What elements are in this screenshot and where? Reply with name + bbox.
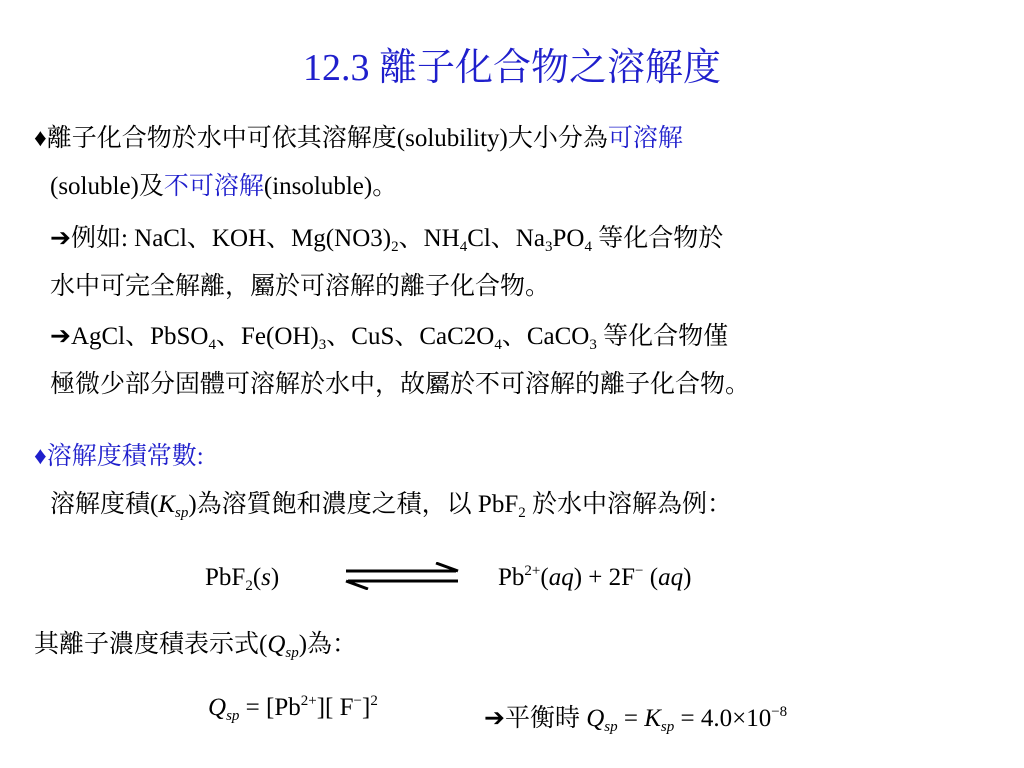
arrow-icon: ➔	[50, 225, 71, 252]
state: aq	[658, 564, 684, 591]
text: ]	[361, 694, 371, 721]
state: aq	[548, 564, 574, 591]
text: (	[540, 564, 549, 591]
superscript: −	[635, 563, 644, 579]
text: 平衡時	[504, 705, 587, 732]
subscript: 3	[544, 239, 553, 255]
text: (	[252, 564, 262, 591]
subscript: 4	[494, 337, 502, 353]
text: )	[683, 564, 692, 591]
qsp-symbol: Q	[208, 694, 227, 721]
subscript: sp	[604, 719, 618, 735]
superscript: −8	[771, 704, 788, 720]
qsp-intro	[34, 630, 357, 660]
ksp-heading	[34, 442, 204, 472]
paragraph-3-line-1	[50, 322, 728, 352]
text: (	[643, 564, 659, 591]
text: = [Pb	[239, 694, 301, 721]
subscript: 2	[245, 578, 253, 594]
text: 其離子濃度積表示式(	[34, 631, 268, 658]
ksp-symbol: K	[158, 491, 176, 518]
text: 、Fe(OH)	[216, 323, 319, 350]
subscript: 2	[518, 505, 526, 521]
subscript: 4	[584, 239, 592, 255]
equilibrium-arrow-icon	[344, 562, 460, 590]
paragraph-1-line-1	[34, 124, 683, 154]
text: PbF	[205, 564, 246, 591]
text: ][ F	[316, 694, 354, 721]
text: Cl、Na	[467, 225, 545, 252]
text: = 4.0×10	[674, 705, 772, 732]
ksp-symbol: K	[644, 705, 661, 732]
text: =	[617, 705, 645, 732]
subscript: sp	[226, 708, 240, 724]
text: AgCl、PbSO	[70, 323, 209, 350]
text: 等化合物於	[591, 225, 724, 252]
paragraph-3-line-2: 極微少部分固體可溶解於水中，故屬於不可溶解的離子化合物。	[50, 371, 751, 398]
subscript: 4	[208, 337, 216, 353]
text: 於水中溶解為例：	[525, 491, 733, 518]
text: )	[270, 564, 280, 591]
equation-rhs	[498, 564, 691, 592]
arrow-icon: ➔	[484, 705, 505, 732]
subscript: 2	[391, 239, 399, 255]
subscript: sp	[175, 505, 189, 521]
superscript: 2+	[524, 563, 541, 579]
superscript: 2	[370, 693, 378, 709]
text: 例如: NaCl、KOH、Mg(NO3)	[70, 225, 392, 252]
subscript: sp	[660, 719, 675, 735]
text: (insoluble)。	[263, 173, 398, 200]
qsp-symbol: Q	[586, 705, 605, 732]
text: )為溶質飽和濃度之積，以 PbF	[188, 491, 519, 518]
text: 溶解度積(	[50, 491, 159, 518]
heading-text: 溶解度積常數:	[46, 443, 204, 470]
subscript: 4	[459, 239, 468, 255]
bullet-icon: ♦	[34, 125, 47, 152]
paragraph-2-line-2: 水中可完全解離，屬於可溶解的離子化合物。	[50, 273, 551, 300]
superscript: −	[353, 693, 362, 709]
text: (soluble)及	[50, 173, 164, 200]
text: PO	[552, 225, 585, 252]
text: 、CuS、CaC2O	[326, 323, 495, 350]
bullet-icon: ♦	[34, 443, 47, 470]
ksp-definition	[50, 490, 732, 520]
qsp-expression	[208, 694, 378, 722]
text: 、NH	[398, 225, 460, 252]
arrow-icon: ➔	[50, 323, 71, 350]
slide-title: 12.3 離子化合物之溶解度	[302, 47, 721, 89]
equation-lhs	[205, 564, 279, 592]
paragraph-2-line-1	[50, 224, 723, 254]
text: 離子化合物於水中可依其溶解度(solubility)大小分為	[46, 125, 608, 152]
subscript: 3	[589, 337, 597, 353]
text: 、CaCO	[501, 323, 590, 350]
text: ) + 2F	[573, 564, 636, 591]
soluble-term: 可溶解	[607, 125, 683, 152]
subscript: 3	[318, 337, 327, 353]
qsp-symbol: Q	[267, 631, 286, 658]
superscript: 2+	[300, 693, 317, 709]
state: s	[261, 564, 271, 591]
insoluble-term: 不可溶解	[163, 173, 264, 200]
subscript: sp	[285, 645, 299, 661]
equilibrium-value	[484, 698, 787, 734]
text: )為：	[298, 631, 358, 658]
text: 等化合物僅	[596, 323, 729, 350]
paragraph-1-line-2	[50, 172, 397, 202]
text: Pb	[498, 564, 525, 591]
